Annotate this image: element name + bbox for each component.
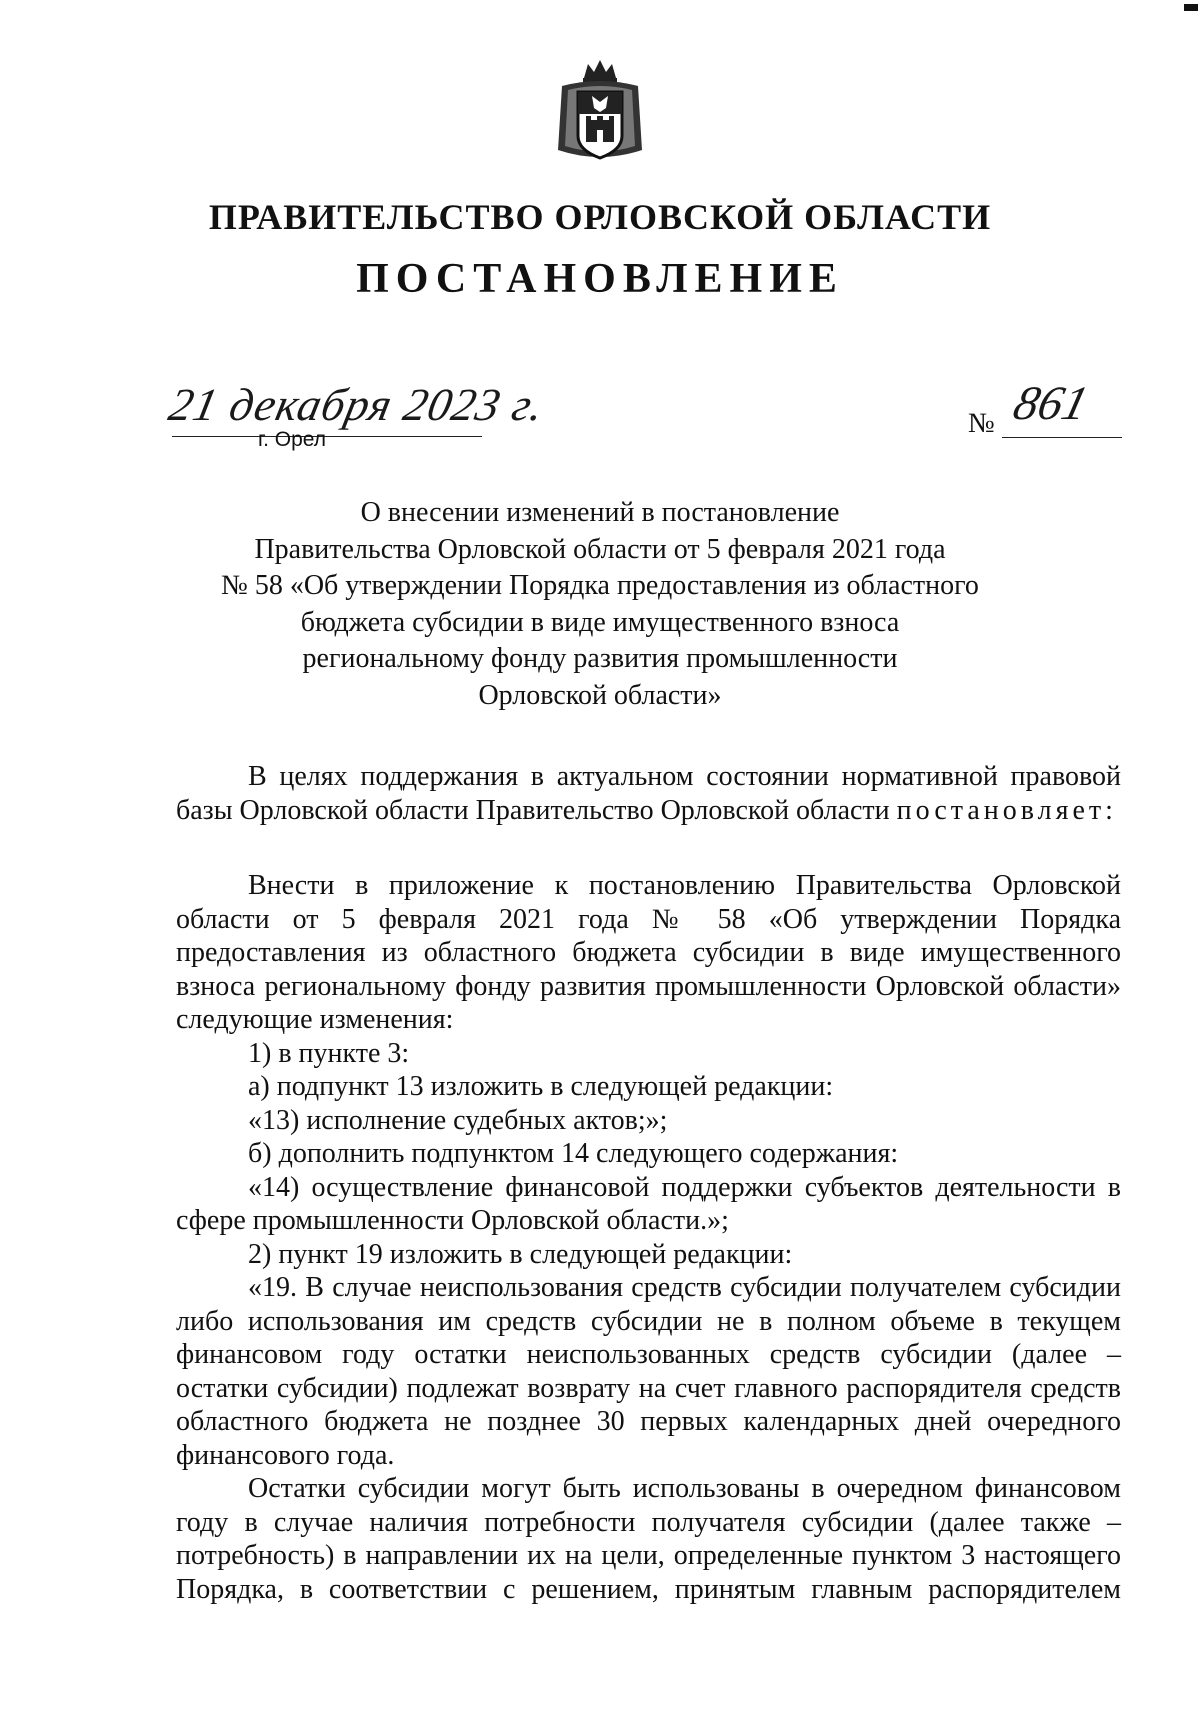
paragraph-gap (176, 827, 1121, 869)
handwritten-date: 21 декабря 2023 г. (164, 379, 550, 430)
amendment-paragraph: Остатки субсидии могут быть использованы в очередном финансовом году в случае наличия потребности получателя субсидии (далее также – потребность) в направлении их на цели, определенные пунктом 3 настоящего Порядка, в соответствии с решением, принятым главным распорядителем (176, 1473, 1121, 1605)
preamble-paragraph (176, 760, 1121, 827)
subject-line: Орловской области» (478, 679, 722, 711)
list-item: б) дополнить подпунктом 14 следующего содержания: (248, 1138, 899, 1169)
date-underline (172, 436, 482, 437)
document-subject (150, 495, 1050, 714)
subject-line: бюджета субсидии в виде имущественного взноса (300, 606, 900, 638)
document-body (176, 760, 1121, 1606)
subject-line: Правительства Орловской области от 5 февраля 2021 года (254, 533, 946, 565)
subject-line: региональному фонду развития промышленности (302, 643, 898, 674)
list-item: «13) исполнение судебных актов;»; (248, 1104, 668, 1136)
subject-line: № 58 «Об утверждении Порядка предоставления из областного (221, 570, 979, 601)
list-item: «14) осуществление финансовой поддержки субъектов деятельности в сфере промышленности Орловской области.»; (176, 1171, 1121, 1236)
list-item: 1) в пункте 3: (248, 1037, 410, 1069)
list-item: 2) пункт 19 изложить в следующей редакции: (248, 1238, 793, 1270)
coat-of-arms-icon (550, 58, 650, 170)
subject-line: О внесении изменений в постановление (360, 497, 840, 528)
decree-word: постановляет: (896, 794, 1117, 826)
number-label: № (968, 408, 995, 439)
number-underline (1002, 437, 1122, 438)
intro-paragraph: Внести в приложение к постановлению Правительства Орловской области от 5 февраля 2021 года № 58 «Об утверждении Порядка предоставления из областного бюджета субсидии в виде имущественного взноса региональному фонду развития промышленности Орловской области» следующие изменения: (176, 870, 1121, 1035)
amendment-paragraph: «19. В случае неиспользования средств субсидии получателем субсидии либо использования им средств субсидии не в полном объеме в текущем финансовом году остатки неиспользованных средств субсидии (далее – остатки субсидии) подлежат возврату на счет главного распорядителя средств областного бюджета не позднее 30 первых календарных дней очередного финансового года. (176, 1272, 1121, 1471)
document-type-title: ПОСТАНОВЛЕНИЕ (356, 256, 844, 302)
city-label: г. Орел (258, 428, 327, 451)
organization-title: ПРАВИТЕЛЬСТВО ОРЛОВСКОЙ ОБЛАСТИ (208, 197, 992, 237)
handwritten-number: 861 (1008, 377, 1094, 430)
list-item: а) подпункт 13 изложить в следующей редакции: (248, 1071, 834, 1102)
preamble-text: В целях поддержания в актуальном состоянии нормативной правовой базы Орловской области Правительство Орловской области (176, 761, 1121, 826)
scan-mark (1184, 4, 1198, 11)
